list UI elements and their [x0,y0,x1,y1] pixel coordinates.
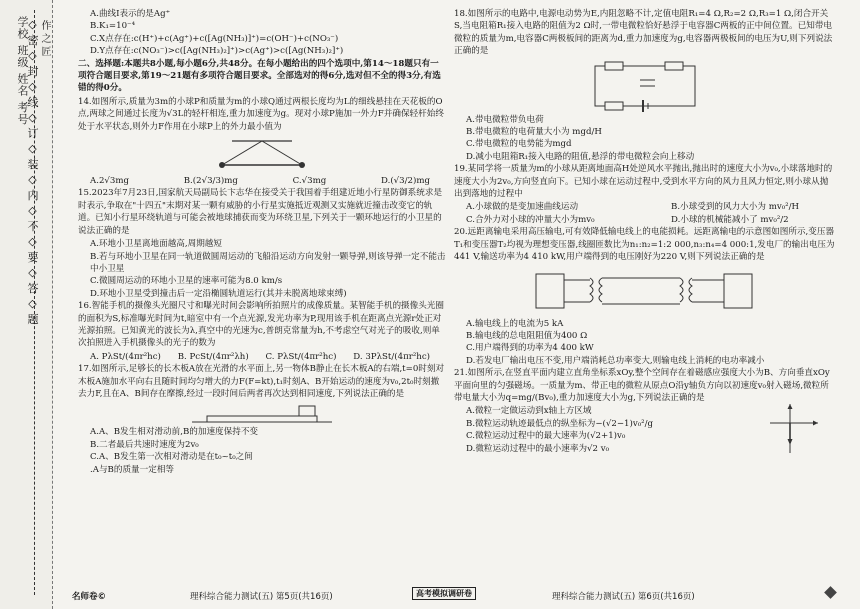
q15-option-d: D.环地小卫星受到撞击后一定沿椭圆轨道运行(其并未脱离地球束缚) [90,288,347,299]
q19-option-a: A.小球做的是变加速曲线运动 [466,202,579,213]
q17-option-c: C.A、B发生第一次相对滑动是在t₀~t₀之间 [90,452,253,463]
q19-options-row1 [466,201,836,213]
q16-option-b: B. PcSt/(4πr²λh) [177,351,249,362]
q16-option-c: C. PλSt/(4πr²hc) [265,351,337,362]
q19-option-c: C.合外力对小球的冲量大小为mv₀ [466,214,595,225]
footer-stamp: 高考模拟调研卷 [412,587,476,600]
section-2-heading: 二、选择题:本题共8小题,每小题6分,共48分。在每小题给出的四个选项中,第14～18题只有一项符合题目要求,第19～21题有多项符合题目要求。全部选对的得6分,选对但不全的得3分,有选错的得0分。 [78,58,441,94]
q18-option-d: D.减小电阻箱R₁接入电路的阻值,悬浮的带电微粒会向上移动 [466,151,695,162]
q17-option-a: A.A、B发生相对滑动前,B的加速度保持不变 [90,427,259,438]
q20-option-c: C.用户端得到的功率为4 400 kW [466,343,594,354]
q15-stem: 15.2023年7月23日,国家航天局副局长卞志华在接受关于我国着手组建近地小行星防御系统求是时表示,争取在"十四五"末期对某一颗有威胁的小行星实施抵近观测又实施就近撞击改变它的轨道。已知小行星环绕轨道与可能会被地球捕获而变为环绕卫星,下列关于一颗环地运行的小卫星的说法正确的是 [78,188,443,236]
footer-brand: 名师卷© [72,592,107,602]
binding-margin [0,0,53,609]
q18-option-a: A.带电微粒带负电荷 [466,114,544,125]
binding-seal-marks: ◇ 密 ◇ 封 ◇ 线 ◇ 订 ◇ 装 ◇ 内 ◇ 不 ◇ 要 ◇ 答 ◇ 题 [26,18,39,325]
q17-option-d: .A与B的质量一定相等 [90,464,175,475]
q16-option-d: D. 3PλSt/(4πr²hc) [353,351,430,362]
q19-stem: 19.某同学将一质量为m的小球从距离地面高H处逆风水平抛出,抛出时的速度大小为v₀,小球落地时的速度大小为2v₀,方向竖直向下。已知小球在运动过程中,受到水平方向的风力且风力恒定,则小球从抛出到落地的过程中 [454,164,833,200]
q16-options [90,351,430,363]
footer-right-page: 理科综合能力测试(五) 第6页(共16页) [552,592,695,602]
q21-option-c: C.微粒运动过程中的最大速率为(√2+1)v₀ [466,431,626,442]
q19-options-row2 [466,214,836,226]
q17-stem: 17.如图所示,足够长的长木板A放在光滑的水平面上,另一物体B静止在长木板A的右端,t=0时刻对木板A施加水平向右且随时间均匀增大的力F(F=kt),t₁时刻A、B开始运动的速度为v₀,2t₀时刻撤去力F,且在A、B间存在摩擦,经过一段时间后两者再次达到相同速度,下列说法正确的是 [78,364,445,399]
q21-options-block [454,405,836,455]
q15-option-b: B.若与环地小卫星在同一轨道做圆周运动的飞船沿运动方向发射一颗导弹,则该导弹一定不能击中小卫星 [90,251,446,274]
binding-side-label: 作 之 匠 [39,20,50,57]
footer-left-page: 理科综合能力测试(五) 第5页(共16页) [190,592,333,602]
q20-option-d: D.若发电厂输出电压不变,用户端消耗总功率变大,则输电线上消耗的电功率减小 [466,355,765,366]
binding-school-label: 学校 班级 姓名 考号 [16,16,29,126]
left-column [78,8,446,476]
q21-option-a: A.微粒一定做运动到x轴上方区域 [466,406,592,417]
q13-option-a: A.曲线Ⅰ表示的是Ag⁺ [90,9,171,19]
q15-option-a: A.环地小卫星离地面越高,周期越短 [90,239,222,250]
q17-option-b: B.二者最后共速时速度为2v₀ [90,439,199,450]
q15-option-c: C.微圆周运动的环地小卫星的速率可能为8.0 km/s [90,276,283,287]
q20-option-b: B.输电线的总电阻阻值为400 Ω [466,330,588,341]
q21-option-d: D.微粒运动过程中的最小速率为√2 v₀ [466,443,610,454]
q16-option-a: A. PλSt/(4πr²hc) [90,351,161,362]
q14-options [90,175,430,187]
q18-option-c: C.带电微粒的电势能为mgd [466,139,572,150]
q21-option-b: B.微粒运动轨迹最低点的纵坐标为−(√2−1)v₀²/g [466,418,654,429]
q18-stem: 18.如图所示的电路中,电源电动势为E,内阻忽略不计,定值电阻R₁=4 Ω,R₂=2 Ω,R₃=1 Ω,闭合开关S,当电阻箱R₁接入电路的阻值为2 Ω时,一带电微粒恰好悬浮于电容器C两板的正中间位置。已知带电微粒的质量为m,电容器C两极板间的距离为d,重力加速度为g,电容器两极板间的电压为U,则下列说法正确的是 [454,9,833,57]
q20-stem: 20.远距离输电采用高压输电,可有效降低输电线上的电能损耗。远距离输电的示意图如图所示,变压器T₁和变压器T₂均视为理想变压器,线圈匝数比为n₁:n₂=1:2 000,n₃:n₄=4 000:1,发电厂的输出电压为441 V,输送功率为4 410 kW,用户端得到的电压刚好为220 V,则下列说法正确的是 [454,227,835,263]
q14-option-a: A.2√3mg [90,176,129,187]
q20-option-a: A.输电线上的电流为5 kA [466,318,564,329]
q13-option-c: C.X点存在:c(H⁺)+c(Ag⁺)+c([Ag(NH₃)]⁺)=c(OH⁻)+c(NO₃⁻) [90,33,339,44]
q21-axes-figure [766,401,822,455]
diamond-mark-icon [824,586,837,599]
q18-circuit-figure [585,60,705,112]
q14-option-b: B.(2√3/3)mg [183,176,238,187]
q17-figure [187,402,337,424]
right-column [454,8,836,455]
q20-transmission-figure [530,266,760,316]
q14-stem: 14.如图所示,质量为3m的小球P和质量为m的小球Q通过两根长度均为L的细线悬挂在天花板的O点,两球之间通过长度为√3L的轻杆相连,重力加速度为g。现对小球P施加一外力F并确保轻杆始终处于水平状态,则外力F作用在小球P上的外力最小值为 [78,96,444,132]
q19-option-b: B.小球受到的风力大小为 mv₀²/H [671,202,800,213]
q13-option-b: B.K₁=10⁻⁴ [90,21,136,32]
q14-figure [192,135,332,173]
q14-option-c: C.√3mg [292,176,327,187]
q16-stem: 16.智能手机的摄像头光圈尺寸和曝光时间会影响所拍照片的成像质量。某智能手机的摄像头光圈的面积为S,标准曝光时间为t,暗室中有一个点光源,发光功率为P,现用该手机在距离点光源r处正对光源拍照。已知黄光的波长为λ,真空中的光速为c,普朗克常量为h,不考虑空气对光子的吸收,则单次拍照进入手机摄像头的光子的数为 [78,301,445,349]
q14-option-d: D.(√3/2)mg [381,176,430,187]
q13-option-d: D.Y点存在:c(NO₃⁻)>c([Ag(NH₃)₂]⁺)>c(Ag⁺)>c([Ag(NH₃)₂]⁺) [90,46,344,57]
q19-option-d: D.小球的机械能减小了 mv₀²/2 [671,214,789,225]
q18-option-b: B.带电微粒的电荷量大小为 mgd/H [466,127,602,138]
q21-stem: 21.如图所示,在竖直平面内建立直角坐标系xOy,整个空间存在着磁感应强度大小为B、方向垂直xOy平面向里的匀强磁场。一质量为m、带正电的微粒从原点O沿y轴负方向以初速度v₀射入磁场,微粒所带电量大小为q=mg/(Bv₀),重力加速度大小为g,下列说法正确的是 [454,368,830,403]
